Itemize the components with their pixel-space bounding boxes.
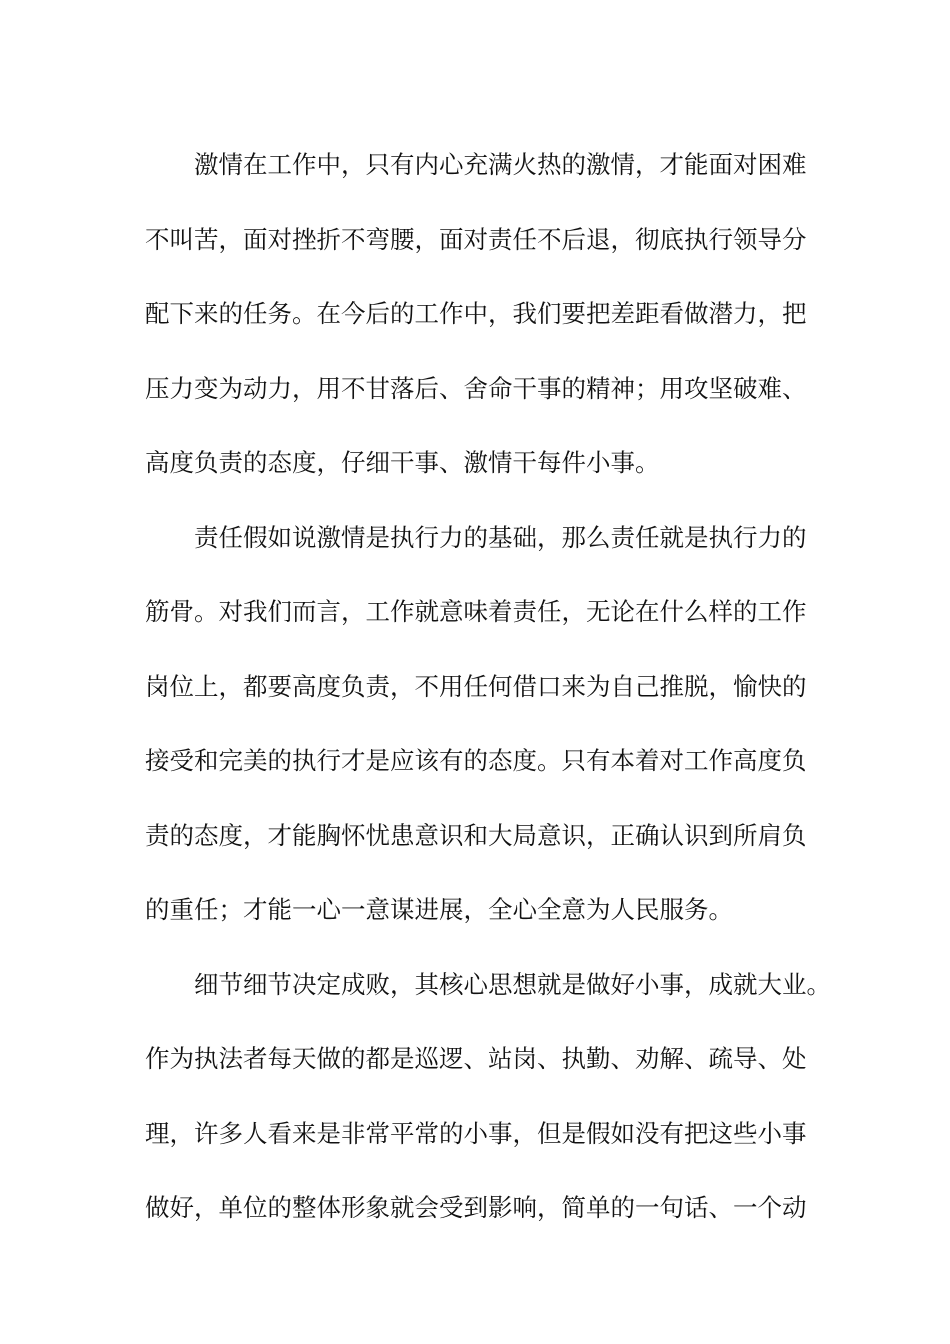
paragraph-line: 激情在工作中，只有内心充满火热的激情，才能面对困难 [194,150,807,179]
paragraph-line: 做好，单位的整体形象就会受到影响，简单的一句话、一个动 [145,1193,807,1222]
paragraph-line: 岗位上，都要高度负责，不用任何借口来为自己推脱，愉快的 [145,671,807,701]
paragraph-line: 接受和完美的执行才是应该有的态度。只有本着对工作高度负 [145,746,807,775]
body-text [145,128,831,1246]
paragraph-line: 理，许多人看来是非常平常的小事，但是假如没有把这些小事 [145,1118,807,1148]
paragraph-line: 压力变为动力，用不甘落后、舍命干事的精神；用攻坚破难、 [145,373,807,403]
paragraph-line: 作为执法者每天做的都是巡逻、站岗、执勤、劝解、疏导、处 [145,1044,807,1073]
paragraph-line: 高度负责的态度，仔细干事、激情干每件小事。 [145,448,660,477]
paragraph-line: 不叫苦，面对挫折不弯腰，面对责任不后退，彻底执行领导分 [145,224,807,254]
paragraph-line: 责任假如说激情是执行力的基础，那么责任就是执行力的 [194,522,807,552]
paragraph-line: 的重任；才能一心一意谋进展，全心全意为人民服务。 [145,895,733,924]
paragraph-line: 配下来的任务。在今后的工作中，我们要把差距看做潜力，把 [145,299,807,328]
paragraph-line: 细节细节决定成败，其核心思想就是做好小事，成就大业。 [194,969,831,999]
paragraph-line: 责的态度，才能胸怀忧患意识和大局意识，正确认识到所肩负 [145,820,807,850]
paragraph-line: 筋骨。对我们而言，工作就意味着责任，无论在什么样的工作 [145,597,807,626]
